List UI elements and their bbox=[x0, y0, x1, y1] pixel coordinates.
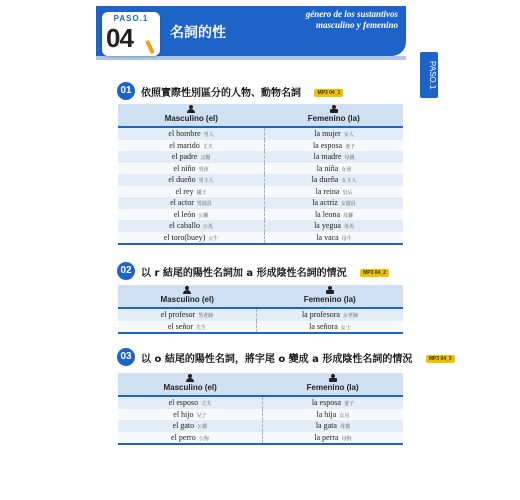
person-body-shape bbox=[187, 109, 195, 113]
masculine-column-header bbox=[118, 285, 256, 308]
masculine-noun: el dueño bbox=[168, 175, 196, 185]
masculine-cell bbox=[118, 220, 265, 232]
feminine-cell bbox=[265, 197, 403, 209]
feminine-cell bbox=[265, 163, 403, 175]
feminine-noun: la niña bbox=[316, 163, 339, 173]
masculine-noun: el esposo bbox=[168, 398, 199, 408]
chinese-gloss: 皇后 bbox=[342, 189, 353, 196]
table-row bbox=[118, 186, 403, 198]
mp3-track-badge[interactable]: MP3 04_3 bbox=[426, 355, 455, 363]
feminine-noun: la gata bbox=[315, 421, 337, 431]
chinese-gloss: 兒子 bbox=[196, 412, 207, 419]
feminine-cell bbox=[265, 127, 403, 140]
table-row bbox=[118, 151, 403, 163]
feminine-cell bbox=[265, 232, 403, 245]
chinese-gloss: 女老師 bbox=[342, 313, 358, 320]
mp3-track-badge[interactable]: MP3 04_1 bbox=[314, 89, 343, 97]
table-row bbox=[118, 127, 403, 140]
table-row bbox=[118, 420, 403, 432]
chinese-gloss: 父親 bbox=[200, 155, 211, 162]
masculine-cell bbox=[118, 186, 265, 198]
chinese-gloss: 母馬 bbox=[343, 224, 354, 231]
table-row bbox=[118, 432, 403, 445]
chinese-gloss: 母牛 bbox=[341, 235, 352, 242]
masculine-noun: el marido bbox=[169, 140, 200, 150]
section-title bbox=[141, 350, 455, 365]
feminine-cell bbox=[265, 140, 403, 152]
masculine-cell bbox=[118, 432, 262, 445]
masculine-column-header bbox=[118, 104, 265, 127]
table-header-row bbox=[118, 373, 403, 396]
chinese-gloss: 男演員 bbox=[196, 201, 212, 208]
feminine-noun: la leona bbox=[314, 209, 341, 219]
table-row bbox=[118, 140, 403, 152]
chinese-gloss: 女兒 bbox=[339, 412, 350, 419]
masculine-cell bbox=[118, 140, 265, 152]
chinese-gloss: 女人 bbox=[343, 132, 354, 139]
column-header-label: Masculino (el) bbox=[163, 383, 217, 392]
chinese-gloss: 國王 bbox=[196, 189, 207, 196]
male-person-icon bbox=[186, 374, 194, 382]
chinese-gloss: 公牛 bbox=[208, 235, 219, 242]
masculine-cell bbox=[118, 151, 265, 163]
column-header-label: Masculino (el) bbox=[160, 295, 214, 304]
masculine-cell bbox=[118, 163, 265, 175]
chinese-gloss: 男人 bbox=[203, 132, 214, 139]
table-row bbox=[118, 220, 403, 232]
column-header-label: Femenino (la) bbox=[307, 114, 360, 123]
chinese-gloss: 母狗 bbox=[341, 435, 352, 442]
feminine-cell bbox=[262, 432, 403, 445]
masculine-cell bbox=[118, 409, 262, 421]
masculine-cell bbox=[118, 232, 265, 245]
header-stripe bbox=[96, 56, 406, 60]
table-row bbox=[118, 232, 403, 245]
chinese-gloss: 丈夫 bbox=[202, 143, 213, 150]
table-row bbox=[118, 321, 403, 334]
feminine-noun: la reina bbox=[315, 186, 340, 196]
section-title bbox=[141, 84, 343, 99]
subtitle-line-2: masculino y femenino bbox=[315, 20, 398, 30]
section-title bbox=[141, 264, 389, 279]
masculine-noun: el rey bbox=[175, 186, 194, 196]
female-person-icon bbox=[326, 286, 334, 294]
section-title-text: 依照實際性別區分的人物、動物名詞 bbox=[141, 88, 301, 99]
mp3-track-badge[interactable]: MP3 04_2 bbox=[360, 269, 389, 277]
masculine-noun: el caballo bbox=[169, 221, 200, 231]
pencil-icon bbox=[145, 40, 155, 54]
section-1-table bbox=[118, 104, 403, 245]
page-title: 名詞的性 bbox=[170, 25, 226, 41]
feminine-column-header bbox=[265, 104, 403, 127]
feminine-cell bbox=[265, 174, 403, 186]
chinese-gloss: 母貓 bbox=[339, 424, 350, 431]
section-2-table bbox=[118, 285, 403, 334]
masculine-noun: el hijo bbox=[173, 409, 194, 419]
feminine-noun: la señora bbox=[309, 321, 338, 331]
masculine-noun: el actor bbox=[170, 198, 194, 208]
table-row bbox=[118, 396, 403, 409]
feminine-column-header bbox=[256, 285, 403, 308]
masculine-noun: el profesor bbox=[160, 310, 196, 320]
section-number: 01 bbox=[117, 82, 135, 100]
chinese-gloss: 母親 bbox=[344, 155, 355, 162]
paso-label: PASO.1 bbox=[113, 14, 149, 23]
feminine-cell bbox=[262, 420, 403, 432]
lesson-number: 04 bbox=[106, 23, 133, 53]
chinese-gloss: 妻子 bbox=[345, 143, 356, 150]
table-row bbox=[118, 163, 403, 175]
chinese-gloss: 公狗 bbox=[198, 435, 209, 442]
feminine-column-header bbox=[262, 373, 403, 396]
chinese-gloss: 女主人 bbox=[341, 178, 357, 185]
masculine-cell bbox=[118, 127, 265, 140]
table-row bbox=[118, 197, 403, 209]
male-person-icon bbox=[187, 105, 195, 113]
table-row bbox=[118, 409, 403, 421]
chinese-gloss: 女演員 bbox=[340, 201, 356, 208]
section-number: 03 bbox=[117, 348, 135, 366]
person-body-shape bbox=[183, 290, 191, 294]
chinese-gloss: 公貓 bbox=[197, 424, 208, 431]
lesson-badge bbox=[102, 12, 160, 56]
section-title-text: 以 r 結尾的陽性名詞加 a 形成陰性名詞的情況 bbox=[141, 268, 347, 279]
person-body-shape bbox=[186, 378, 194, 382]
masculine-cell bbox=[118, 197, 265, 209]
feminine-noun: la madre bbox=[313, 152, 342, 162]
masculine-noun: el niño bbox=[173, 163, 196, 173]
chinese-gloss: 女士 bbox=[340, 324, 351, 331]
chinese-gloss: 男主人 bbox=[198, 178, 214, 185]
masculine-noun: el señor bbox=[167, 321, 193, 331]
chinese-gloss: 丈夫 bbox=[201, 401, 212, 408]
feminine-cell bbox=[265, 220, 403, 232]
male-person-icon bbox=[183, 286, 191, 294]
table-header-row bbox=[118, 285, 403, 308]
side-tab-label: PASO.1 bbox=[428, 60, 437, 90]
section-3-table bbox=[118, 373, 403, 445]
masculine-cell bbox=[118, 209, 265, 221]
masculine-column-header bbox=[118, 373, 262, 396]
feminine-noun: la actriz bbox=[312, 198, 338, 208]
feminine-cell bbox=[256, 308, 403, 321]
chinese-gloss: 公獅 bbox=[198, 212, 209, 219]
feminine-cell bbox=[262, 409, 403, 421]
feminine-noun: la mujer bbox=[314, 129, 341, 139]
masculine-noun: el león bbox=[173, 209, 196, 219]
female-person-icon bbox=[330, 105, 338, 113]
feminine-noun: la yegua bbox=[314, 221, 341, 231]
table-row bbox=[118, 209, 403, 221]
table-row bbox=[118, 308, 403, 321]
column-header-inner bbox=[265, 105, 403, 126]
feminine-cell bbox=[265, 209, 403, 221]
column-header-inner bbox=[118, 105, 265, 126]
column-header-label: Femenino (la) bbox=[306, 383, 359, 392]
feminine-noun: la esposa bbox=[312, 140, 343, 150]
masculine-cell bbox=[118, 308, 256, 321]
person-body-shape bbox=[330, 109, 338, 113]
chinese-gloss: 男孩 bbox=[198, 166, 209, 173]
person-body-shape bbox=[329, 378, 337, 382]
feminine-noun: la perra bbox=[314, 432, 339, 442]
subtitle-line-1: género de los sustantivos bbox=[305, 9, 398, 19]
section-title-text: 以 o 結尾的陽性名詞，將字尾 o 變成 a 形成陰性名詞的情況 bbox=[141, 354, 413, 365]
chinese-gloss: 先生 bbox=[195, 324, 206, 331]
column-header-label: Femenino (la) bbox=[303, 295, 356, 304]
page-subtitle bbox=[238, 9, 398, 31]
feminine-cell bbox=[265, 151, 403, 163]
column-header-inner bbox=[262, 374, 403, 395]
section-number: 02 bbox=[117, 262, 135, 280]
feminine-noun: la hija bbox=[316, 409, 337, 419]
masculine-noun: el gato bbox=[172, 421, 195, 431]
column-header-inner bbox=[256, 286, 403, 307]
masculine-noun: el hombre bbox=[168, 129, 201, 139]
table-header-row bbox=[118, 104, 403, 127]
chinese-gloss: 母獅 bbox=[343, 212, 354, 219]
masculine-noun: el padre bbox=[171, 152, 198, 162]
masculine-cell bbox=[118, 420, 262, 432]
masculine-cell bbox=[118, 321, 256, 334]
feminine-noun: la vaca bbox=[316, 232, 339, 242]
masculine-cell bbox=[118, 174, 265, 186]
table-row bbox=[118, 174, 403, 186]
masculine-noun: el perro bbox=[171, 432, 196, 442]
chinese-gloss: 女孩 bbox=[341, 166, 352, 173]
masculine-cell bbox=[118, 396, 262, 409]
chinese-gloss: 妻子 bbox=[343, 401, 354, 408]
chinese-gloss: 男老師 bbox=[198, 313, 214, 320]
column-header-inner bbox=[118, 286, 256, 307]
feminine-cell bbox=[262, 396, 403, 409]
masculine-noun: el toro(buey) bbox=[163, 232, 206, 242]
column-header-label: Masculino (el) bbox=[164, 114, 218, 123]
feminine-noun: la dueña bbox=[311, 175, 339, 185]
feminine-cell bbox=[256, 321, 403, 334]
feminine-cell bbox=[265, 186, 403, 198]
female-person-icon bbox=[329, 374, 337, 382]
person-body-shape bbox=[326, 290, 334, 294]
side-tab bbox=[420, 52, 438, 98]
column-header-inner bbox=[118, 374, 262, 395]
feminine-noun: la profesora bbox=[301, 310, 340, 320]
chinese-gloss: 公馬 bbox=[202, 224, 213, 231]
feminine-noun: la esposa bbox=[311, 398, 341, 408]
